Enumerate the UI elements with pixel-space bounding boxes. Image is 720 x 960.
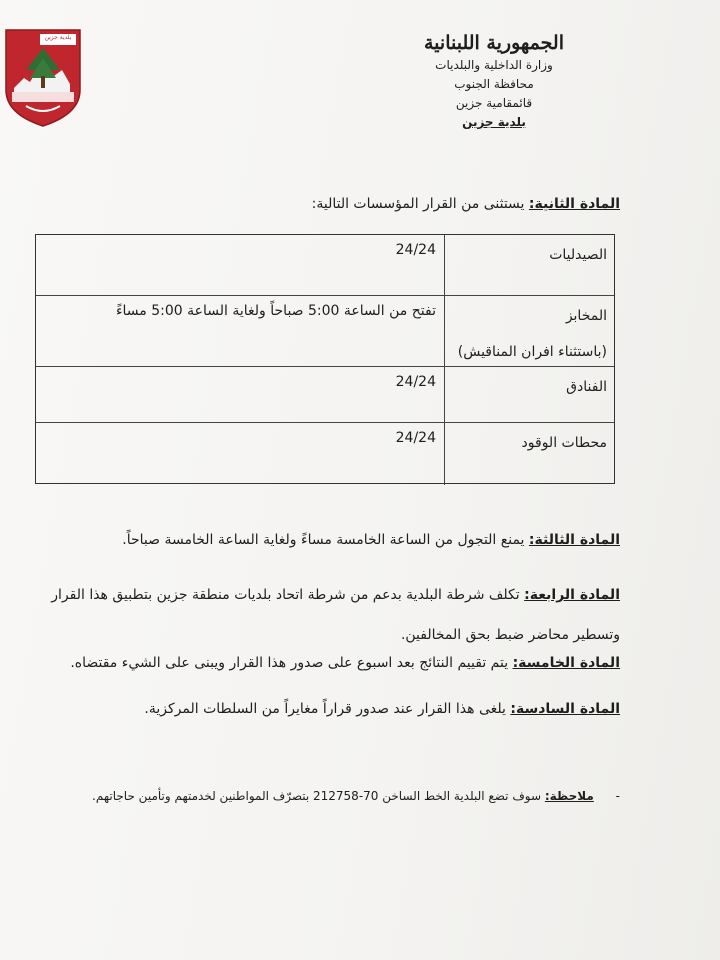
article-6 <box>30 698 620 721</box>
bakeries-note: (باستثناء افران المناقيش) <box>457 344 607 360</box>
governorate-line: محافظة الجنوب <box>454 77 534 91</box>
table-cell-label <box>444 296 614 367</box>
district-line: قائمقامية جزين <box>455 96 533 110</box>
table-cell-value: 24/24 <box>395 242 436 258</box>
republic-title: الجمهورية اللبنانية <box>424 32 564 54</box>
article-2-text: يستثنى من القرار المؤسسات التالية: <box>311 196 525 212</box>
article-5 <box>30 652 620 675</box>
article-2-label: المادة الثانية: <box>528 196 620 212</box>
bakeries-label: المخابز <box>565 308 607 324</box>
table-cell-value: تفتح من الساعة 5:00 صباحاً ولغاية الساعة 5:00 مساءً <box>115 303 436 319</box>
article-3 <box>30 529 620 552</box>
table-row <box>36 366 614 423</box>
logo-banner-text: بلدية جزين <box>44 34 72 41</box>
letterhead <box>364 30 624 132</box>
table-row <box>36 422 614 485</box>
table-row <box>36 235 614 295</box>
table-cell-label: محطات الوقود <box>444 423 614 485</box>
article-2 <box>30 193 620 216</box>
municipality-logo <box>4 28 82 128</box>
article-4-label: المادة الرابعة: <box>524 587 620 603</box>
article-5-text: يتم تقييم النتائج بعد اسبوع على صدور هذا القرار ويبنى على الشيء مقتضاه. <box>70 655 509 671</box>
ministry-line: وزارة الداخلية والبلديات <box>435 58 553 72</box>
article-3-label: المادة الثالثة: <box>528 532 620 548</box>
table-cell-label: الصيدليات <box>444 235 614 295</box>
table-cell-label: الفنادق <box>444 367 614 423</box>
article-6-label: المادة السادسة: <box>510 701 620 717</box>
table-cell-value: 24/24 <box>395 374 436 390</box>
table-cell-value: 24/24 <box>395 430 436 446</box>
article-4 <box>30 575 620 655</box>
article-3-text: يمنع التجول من الساعة الخامسة مساءً ولغاية الساعة الخامسة صباحاً. <box>122 532 525 548</box>
municipality-line: بلدية جزين <box>462 115 526 129</box>
article-6-text: يلغى هذا القرار عند صدور قراراً مغايراً من السلطات المركزية. <box>144 701 506 717</box>
note-text: سوف تضع البلدية الخط الساخن 70-212758 بتصرّف المواطنين لخدمتهم وتأمين حاجاتهم. <box>92 789 542 803</box>
article-5-label: المادة الخامسة: <box>512 655 620 671</box>
note-dash: - <box>615 789 620 803</box>
article-4-text: تكلف شرطة البلدية بدعم من شرطة اتحاد بلديات منطقة جزين بتطبيق هذا القرار وتسطير محاضر ضبط بحق المخالفين. <box>51 587 620 643</box>
exemptions-table <box>35 234 615 484</box>
table-row <box>36 295 614 367</box>
note <box>30 786 620 806</box>
note-label: ملاحظة: <box>544 789 594 803</box>
